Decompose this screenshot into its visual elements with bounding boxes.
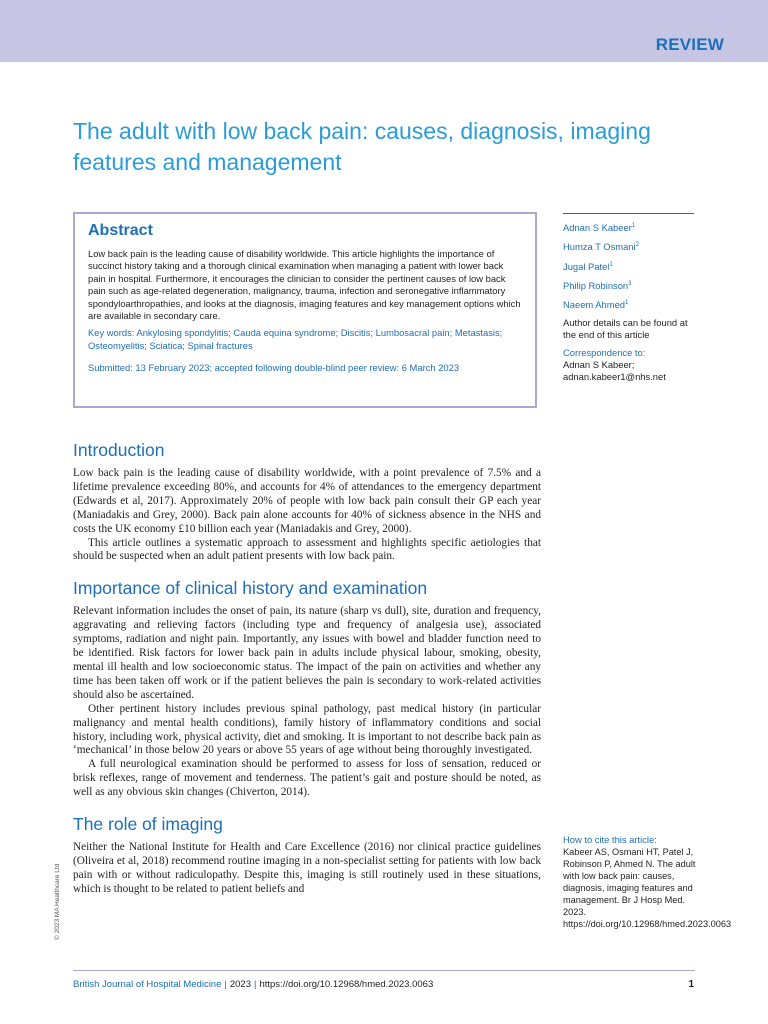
author-item[interactable]	[563, 259, 703, 273]
paragraph: Neither the National Institute for Health and Care Excellence (2016) nor clinical practice guidelines (Oliveira et al, 2018) recommend routine imaging in a non-specialist setting for patients with low back pain with or without radiculopathy. Despite this, imaging is still routinely used in these situations, which is thought to be related to patient beliefs and	[73, 841, 541, 895]
author-item[interactable]	[563, 278, 703, 292]
author-item[interactable]	[563, 220, 703, 234]
author-affiliation: 3	[628, 280, 632, 287]
footer-separator: |	[224, 979, 227, 990]
section-heading-history: Importance of clinical history and examination	[73, 578, 428, 599]
author-name: Jugal Patel	[563, 260, 610, 272]
article-title: The adult with low back pain: causes, diagnosis, imaging features and management	[73, 118, 651, 175]
author-note: Author details can be found at the end of this article	[563, 316, 688, 340]
paragraph: A full neurological examination should be performed to assess for loss of sensation, reduced or brisk reflexes, range of movement and tenderness. The patient’s gait and posture should be noted, as well as any obvious skin changes (Chiverton, 2014).	[73, 758, 541, 799]
submission-dates: Submitted: 13 February 2023; accepted following double-blind peer review: 6 March 2023	[88, 362, 460, 374]
page-number: 1	[688, 979, 694, 990]
footer-year: 2023	[229, 979, 251, 990]
keywords: Key words: Ankylosing spondylitis; Cauda equina syndrome; Discitis; Lumbosacral pain; Metastasis; Osteomyelitis; Sciatica; Spinal fractures	[88, 327, 503, 351]
paragraph: Relevant information includes the onset of pain, its nature (sharp vs dull), site, duration and frequency, aggravating and relieving factors (including type and frequency of analgesia use), associated symptoms, radiation and night pain. Importantly, any issues with bowel and bladder function need to be identified. Risk factors for lower back pain in adults include physical labour, smoking, obesity, mental ill health and low socioeconomic status. The impact of the pain on activities and whether any time has been taken off work or if the patient believes the pain is secondary to work-related activities should also be ascertained.	[73, 605, 541, 701]
header-band	[0, 0, 768, 62]
copyright-text: © 2023 MA Healthcare Ltd	[54, 863, 61, 940]
footer-divider	[73, 970, 695, 971]
section-heading-imaging: The role of imaging	[73, 814, 223, 835]
footer-doi[interactable]: https://doi.org/10.12968/hmed.2023.0063	[259, 979, 434, 990]
correspondence-email[interactable]: adnan.kabeer1@nhs.net	[563, 370, 666, 382]
citation-text: Kabeer AS, Osmani HT, Patel J, Robinson P, Ahmed N. The adult with low back pain: causes, diagnosis, imaging features and management. Br J Hosp Med. 2023. https://doi.org/10.12968/hmed.2023.0063	[563, 847, 732, 929]
author-name: Philip Robinson	[563, 280, 629, 292]
paragraph: This article outlines a systematic approach to assessment and highlights specific aetiologies that should be suspected when an adult patient presents with low back pain.	[73, 536, 541, 563]
abstract-body: Low back pain is the leading cause of disability worldwide. This article highlights the importance of succinct history taking and a thorough clinical examination when managing a patient with lower back pain in hospital. Furthermore, it encourages the clinician to consider the pertinent causes of low back pain such as age-related degeneration, malignancy, trauma, infection and seronegative inflammatory spondyloarthropathies, and looks at the diagnosis, imaging features and key management options which are available in secondary care.	[88, 248, 521, 322]
paragraph: Low back pain is the leading cause of disability worldwide, with a point prevalence of 7.5% and a lifetime prevalence exceeding 80%, and accounts for 4% of attendances to the emergency department (Edwards et al, 2017). Approximately 20% of people with low back pain consult their GP each year (Maniadakis and Grey, 2000). Back pain alone accounts for 40% of sickness absence in the NHS and costs the UK economy £10 billion each year (Maniadakis and Grey, 2000).	[73, 467, 541, 535]
paragraph: Other pertinent history includes previous spinal pathology, past medical history (in particular malignancy and mental health conditions), family history of inflammatory conditions and social history, including work, physical activity, diet and smoking. It is important to not describe back pain as ‘mechanical’ in those below 20 years or above 55 years of age without being thoroughly investigated.	[73, 702, 541, 757]
journal-name: British Journal of Hospital Medicine	[73, 979, 222, 990]
citation-box	[563, 834, 732, 930]
footer-separator: |	[253, 979, 257, 990]
author-name: Humza T Osmani	[563, 241, 636, 253]
author-list	[563, 220, 703, 383]
footer	[73, 979, 695, 990]
section-label: REVIEW	[655, 35, 724, 54]
author-affiliation: 1	[631, 223, 636, 229]
correspondence-name: Adnan S Kabeer;	[563, 358, 635, 370]
abstract-box	[73, 212, 537, 408]
citation-heading: How to cite this article:	[563, 834, 657, 845]
author-item[interactable]	[563, 239, 703, 253]
author-name: Naeem Ahmed	[563, 299, 626, 311]
author-name: Adnan S Kabeer	[563, 222, 632, 234]
section-heading-introduction: Introduction	[73, 440, 165, 460]
correspondence-heading: Correspondence to:	[563, 346, 646, 358]
author-item[interactable]	[563, 297, 703, 311]
author-affiliation: 2	[635, 242, 639, 249]
copyright-notice	[54, 850, 64, 940]
sidebar-divider	[563, 213, 694, 214]
article-body	[73, 440, 541, 897]
abstract-heading: Abstract	[88, 222, 153, 239]
author-affiliation: 1	[625, 300, 629, 307]
author-affiliation: 1	[609, 261, 613, 268]
